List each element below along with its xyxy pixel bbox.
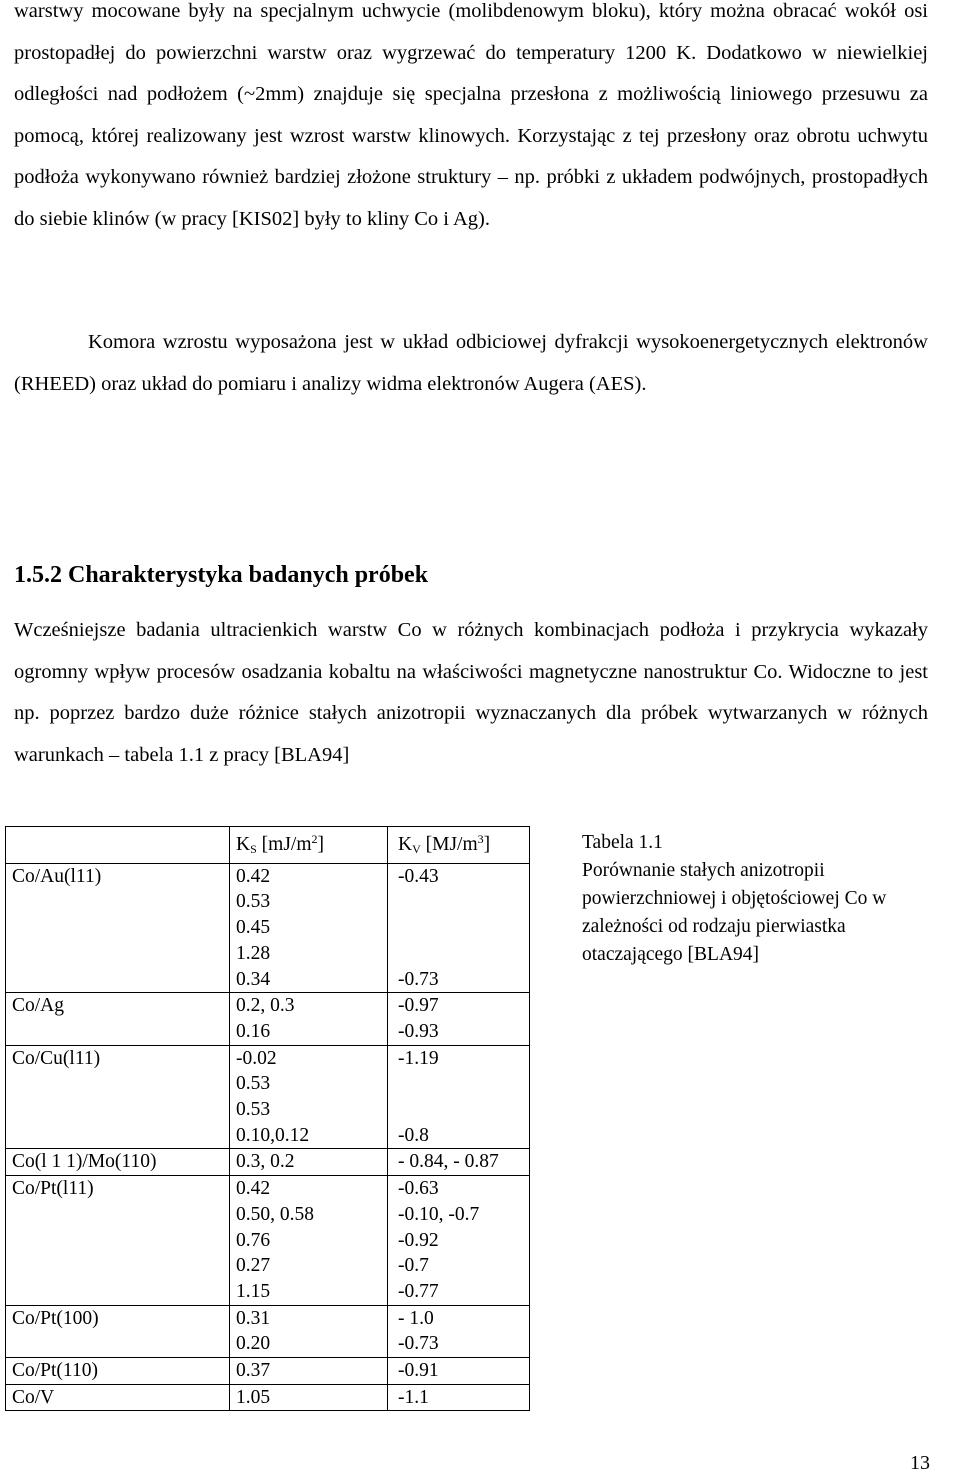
table-cell-material	[6, 1305, 230, 1357]
table-caption	[582, 829, 960, 969]
kv-value: -0.43	[398, 865, 439, 887]
ks-value: 1.15	[236, 1280, 271, 1302]
material-label: Co/Pt(l11)	[12, 1178, 94, 1200]
table-cell-material	[6, 1358, 230, 1385]
table-cell-material	[6, 1149, 230, 1176]
kv-value	[398, 1097, 524, 1123]
table-row	[6, 1045, 530, 1149]
table-cell-kv	[388, 1384, 530, 1411]
section-heading: 1.5.2 Charakterystyka badanych próbek	[14, 562, 429, 588]
ks-value: 0.31	[236, 1307, 271, 1329]
ks-value: 0.27	[236, 1255, 271, 1277]
table-cell-kv	[388, 993, 530, 1045]
material-label: Co(l 1 1)/Mo(110)	[12, 1151, 157, 1173]
ks-value: 0.10,0.12	[236, 1124, 310, 1146]
caption-line: Porównanie stałych anizotropii	[582, 860, 825, 881]
ks-value: 0.45	[236, 917, 271, 939]
material-label: Co/V	[12, 1386, 55, 1408]
ks-value: 1.05	[236, 1386, 271, 1408]
kv-value	[398, 915, 524, 941]
table-cell-kv	[388, 863, 530, 993]
table-cell-material	[6, 993, 230, 1045]
table-row	[6, 863, 530, 993]
table-row	[6, 1149, 530, 1176]
kv-value: -0.73	[398, 1333, 439, 1355]
table-cell-material	[6, 863, 230, 993]
kv-value: -0.92	[398, 1229, 439, 1251]
kv-value	[398, 941, 524, 967]
table-cell-material	[6, 1045, 230, 1149]
ks-value: -0.02	[236, 1047, 277, 1069]
table-cell-ks	[230, 1176, 388, 1306]
table-cell-ks	[230, 993, 388, 1045]
table-cell-kv	[388, 1045, 530, 1149]
kv-value: -0.97	[398, 995, 439, 1017]
kv-unit: [MJ/m	[420, 834, 478, 855]
table-cell-material	[6, 1176, 230, 1306]
ks-bracket: ]	[317, 834, 324, 855]
kv-value: -1.19	[398, 1047, 439, 1069]
table-cell-kv	[388, 1149, 530, 1176]
kv-value: -0.91	[398, 1360, 439, 1382]
ks-value: 0.53	[236, 1073, 271, 1095]
kv-bracket: ]	[483, 834, 491, 855]
ks-value: 0.42	[236, 1178, 271, 1200]
kv-value: -0.73	[398, 968, 439, 990]
material-label: Co/Ag	[12, 995, 65, 1017]
kv-value: -0.10, -0.7	[398, 1203, 480, 1225]
kv-value: -0.93	[398, 1020, 439, 1042]
kv-value: -1.1	[398, 1386, 429, 1408]
table-header-row	[6, 827, 530, 864]
kv-value: -0.7	[398, 1255, 429, 1277]
ks-value: 0.50, 0.58	[236, 1203, 314, 1225]
table-cell-ks	[230, 1045, 388, 1149]
anisotropy-table	[5, 826, 530, 1411]
paragraph-chamber: Komora wzrostu wyposażona jest w układ odbiciowej dyfrakcji wysokoenergetycznych elektronów (RHEED) oraz układ do pomiaru i analizy widma elektronów Augera (AES).	[14, 331, 928, 395]
caption-line: Tabela 1.1	[582, 832, 663, 853]
paragraph-intro: warstwy mocowane były na specjalnym uchwycie (molibdenowym bloku), który można obracać wokół osi prostopadłej do powierzchni warstw oraz wygrzewać do temperatury 1200 K. Dodatkowo w niewielkiej odległości nad podłożem (~2mm) znajduje się specjalna przesłona z możliwością liniowego przesuwu za pomocą, której realizowany jest wzrost warstw klinowych. Korzystając z tej przesłony oraz obrotu uchwytu podłoża wykonywano również bardziej złożone struktury – np. próbki z układem podwójnych, prostopadłych do siebie klinów (w pracy [KIS02] były to kliny Co i Ag).	[14, 0, 928, 230]
kv-value: - 0.84, - 0.87	[398, 1151, 499, 1173]
table-cell-kv	[388, 1176, 530, 1306]
ks-subscript: S	[250, 842, 257, 856]
table-row	[6, 1176, 530, 1306]
table-cell-material	[6, 1384, 230, 1411]
ks-value: 0.2, 0.3	[236, 995, 295, 1017]
table-cell-kv	[388, 1305, 530, 1357]
ks-value: 0.53	[236, 891, 271, 913]
caption-line: zależności od rodzaju pierwiastka	[582, 916, 846, 937]
table-header-blank	[6, 827, 230, 864]
table-row	[6, 1305, 530, 1357]
table-cell-kv	[388, 1358, 530, 1385]
ks-symbol: K	[236, 834, 251, 855]
table-header-kv	[388, 827, 530, 864]
kv-value: -0.8	[398, 1124, 429, 1146]
material-label: Co/Pt(100)	[12, 1307, 99, 1329]
ks-value: 0.42	[236, 865, 271, 887]
ks-value: 0.20	[236, 1333, 271, 1355]
kv-value: - 1.0	[398, 1307, 434, 1329]
table-row	[6, 1384, 530, 1411]
material-label: Co/Cu(l11)	[12, 1047, 101, 1069]
ks-value: 0.53	[236, 1099, 271, 1121]
material-label: Co/Au(l11)	[12, 865, 102, 887]
kv-value	[398, 1071, 524, 1097]
page-number: 13	[910, 1452, 930, 1474]
kv-value	[398, 889, 524, 915]
ks-value: 0.34	[236, 968, 271, 990]
table-cell-ks	[230, 1384, 388, 1411]
caption-line: powierzchniowej i objętościowej Co w	[582, 888, 887, 909]
table-header-ks	[230, 827, 388, 864]
table-cell-ks	[230, 1305, 388, 1357]
kv-subscript: V	[412, 842, 421, 856]
caption-line: otaczającego [BLA94]	[582, 944, 760, 965]
table-cell-ks	[230, 1358, 388, 1385]
kv-value: -0.77	[398, 1280, 439, 1302]
table-row	[6, 993, 530, 1045]
ks-unit: [mJ/m	[256, 834, 312, 855]
table-cell-ks	[230, 1149, 388, 1176]
paragraph-characteristics: Wcześniejsze badania ultracienkich warstw Co w różnych kombinacjach podłoża i przykrycia wykazały ogromny wpływ procesów osadzania kobaltu na właściwości magnetyczne nanostruktur Co. Widoczne to jest np. poprzez bardzo duże różnice stałych anizotropii wyznaczanych dla próbek wytwarzanych w różnych warunkach – tabela 1.1 z pracy [BLA94]	[14, 619, 928, 766]
ks-exponent: 2	[311, 832, 318, 846]
ks-value: 1.28	[236, 942, 271, 964]
ks-value: 0.37	[236, 1360, 271, 1382]
kv-value: -0.63	[398, 1178, 439, 1200]
kv-exponent: 3	[477, 832, 484, 846]
table-row	[6, 1358, 530, 1385]
ks-value: 0.76	[236, 1229, 271, 1251]
table-cell-ks	[230, 863, 388, 993]
kv-symbol: K	[398, 834, 413, 855]
material-label: Co/Pt(110)	[12, 1360, 98, 1382]
ks-value: 0.16	[236, 1020, 271, 1042]
ks-value: 0.3, 0.2	[236, 1151, 295, 1173]
